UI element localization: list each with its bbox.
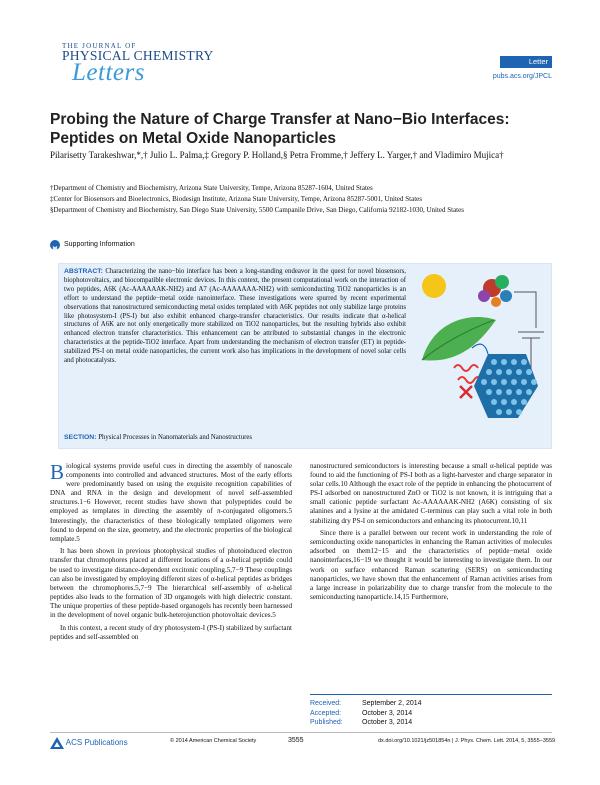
paragraph-2: It has been shown in previous photophysical studies of photoinduced electron transfer that chromophores placed at different locations of a α-helical peptide could be used to investigate distance-dependent excitonic coupling.5,7−9 These couplings can also be investigated by employing different sizes of α-helical peptides as bridges between the chromophores.5,7−9 The hierarchical self-assembly of α-helical peptides also leads to the formation of 3D organogels with high dielectric constant. The unique properties of these peptide-based organogels has recently been harnessed in the development of novel organic bulk-heterojunction photovoltaic devices.5 <box>50 547 292 619</box>
accepted-date: Accepted: October 3, 2014 <box>310 709 413 717</box>
paragraph-5: Since there is a parallel between our recent work in understanding the role of semiconducting oxide nanoparticles in enhancing the Raman activities of molecules adsorbed on them12−15 and the characteristics of peptide−metal oxide nanointerfaces,16−19 we thought it would be interesting to investigate them. In our work on surface enhanced Raman scattering (SERS) on semiconducting nanoparticles, we have shown that the enhancement of Raman activities arises from a large increase in polarizability due to charge transfer from the molecule to the semiconducting nanoparticle.14,15 Furthermore, <box>310 529 552 601</box>
published-date: Published: October 3, 2014 <box>310 719 413 726</box>
journal-title-line3: Letters <box>72 59 145 86</box>
received-date: Received: September 2, 2014 <box>310 700 422 707</box>
tio2-nanoparticle-icon <box>474 354 538 418</box>
sun-icon <box>422 274 446 298</box>
journal-url-link[interactable]: pubs.acs.org/JPCL <box>492 73 552 80</box>
section-label: SECTION: <box>64 434 97 441</box>
paragraph-4: nanostructured semiconductors is interesting because a small α-helical peptide was found to aid the functioning of PS-I both as a light-harvester and charge separator in solar cells.10 Although the exact role of the peptide in enhancing the photocurrent of PS-I adsorbed on nanostructured ZnO or TiO2 is not known, it is intriguing that a small cationic peptide surfactant Ac-AAAAAAK-NH2 (A6K) consisting of six alanines and a lysine at the amidated C-terminus can play such a vital role in both stabilizing dry PS-I on semiconductors and enhancing its photocurrent.10,11 <box>310 462 552 525</box>
supporting-info-icon[interactable] <box>50 240 60 250</box>
section-text: Physical Processes in Nanomaterials and Nanostructures <box>98 434 253 441</box>
section-line <box>64 434 252 441</box>
article-dates <box>310 699 422 728</box>
affiliation-1: †Department of Chemistry and Biochemistry, Arizona State University, Tempe, Arizona 85287-1604, United States <box>50 184 373 192</box>
author-list: Pilarisetty Tarakeshwar,*,† Julio L. Palma,‡ Gregory P. Holland,§ Petra Fromme,† Jeffery L. Yarger,† and Vladimiro Mujica† <box>50 150 504 160</box>
blocked-transfer-icon <box>460 386 472 398</box>
right-column <box>310 462 552 605</box>
article-title: Probing the Nature of Charge Transfer at Nano−Bio Interfaces: Peptides on Metal Oxide Nanoparticles <box>50 111 510 147</box>
affiliations <box>50 184 560 218</box>
doi-citation[interactable]: dx.doi.org/10.1021/jz501854n | J. Phys. Chem. Lett. 2014, 5, 3555−3559 <box>378 738 556 744</box>
electron-transfer-arrow-icon <box>472 344 488 354</box>
protein-structure-icon <box>478 275 512 307</box>
abstract-text <box>64 268 406 366</box>
journal-title-line1: THE JOURNAL OF <box>62 42 137 50</box>
dates-divider <box>310 694 552 695</box>
toc-graphic <box>414 268 548 428</box>
acs-logo-icon <box>50 737 64 749</box>
copyright-text: © 2014 American Chemical Society <box>170 738 257 744</box>
journal-title-line2: PHYSICAL CHEMISTRY <box>62 48 214 63</box>
affiliation-2: ‡Center for Biosensors and Bioelectronics, Biodesign Institute, Arizona State University, Tempe, Arizona 85287-5001, United States <box>50 195 422 204</box>
footer-divider <box>50 732 552 733</box>
paragraph-1: Biological systems provide useful cues in directing the assembly of nanoscale components into controlled and advanced structures. Most of the early efforts were predominantly based on using the exquisite recognition capabilities of DNA and RNA in the design and development of novel self-assembled structures.1−6 However, recent studies have shown that polypeptides could be employed as templates in directing the assembly of π-conjugated oligomers.5 Interestingly, the characteristics of these biologically templated oligomers were found to depend on the size, geometry, and the electronic properties of the biological template.5 <box>50 460 292 543</box>
left-column <box>50 462 292 645</box>
drop-cap: B <box>50 460 65 484</box>
affiliation-3: §Department of Chemistry and Biochemistry, San Diego State University, 5500 Campanile Drive, San Diego, California 92182-1030, United States <box>50 206 464 215</box>
abstract-body: Characterizing the nano−bio interface has been a long-standing endeavor in the quest for novel biosensors, biophotovoltaics, and biocompatible electronic devices. In this context, the present computational work on the interaction of two peptides, A6K (Ac-AAAAAAK-NH2) and A7 (Ac-AAAAAAA-NH2) with semiconducting TiO2 nanoparticles is an effort to understand the peptide−metal oxide nanointerface. These investigations were spurred by recent experimental observations that nanostructured semiconducting metal oxides templated with A6K peptides not only stabilize large proteins like photosystem-I (PS-I) but also exhibit enhanced charge-transfer characteristics. Our results indicate that α-helical structures of A6K are not only energetically more stabilized on TiO2 nanoparticles, but the resulting hybrids also exhibit enhanced electron transfer characteristics. This enhancement can be attributed to substantial changes in the electronic characteristics at the peptide-TiO2 interface. Apart from understanding the mechanism of electron transfer (ET) in peptide-stabilized PS-I on metal oxide nanoparticles, the current work also has implications in the development of novel solar cells and photocatalysts. <box>64 268 406 365</box>
paragraph-3: In this context, a recent study of dry photosystem-I (PS-I) stabilized by surfactant peptides and self-assembled on <box>50 623 292 641</box>
supporting-info-link[interactable]: Supporting Information <box>64 241 135 248</box>
acs-publications-logo[interactable]: ACS Publications <box>50 737 128 749</box>
article-type-badge: Letter <box>500 56 552 68</box>
page-number: 3555 <box>288 737 304 744</box>
abstract-label: ABSTRACT: <box>64 268 103 275</box>
